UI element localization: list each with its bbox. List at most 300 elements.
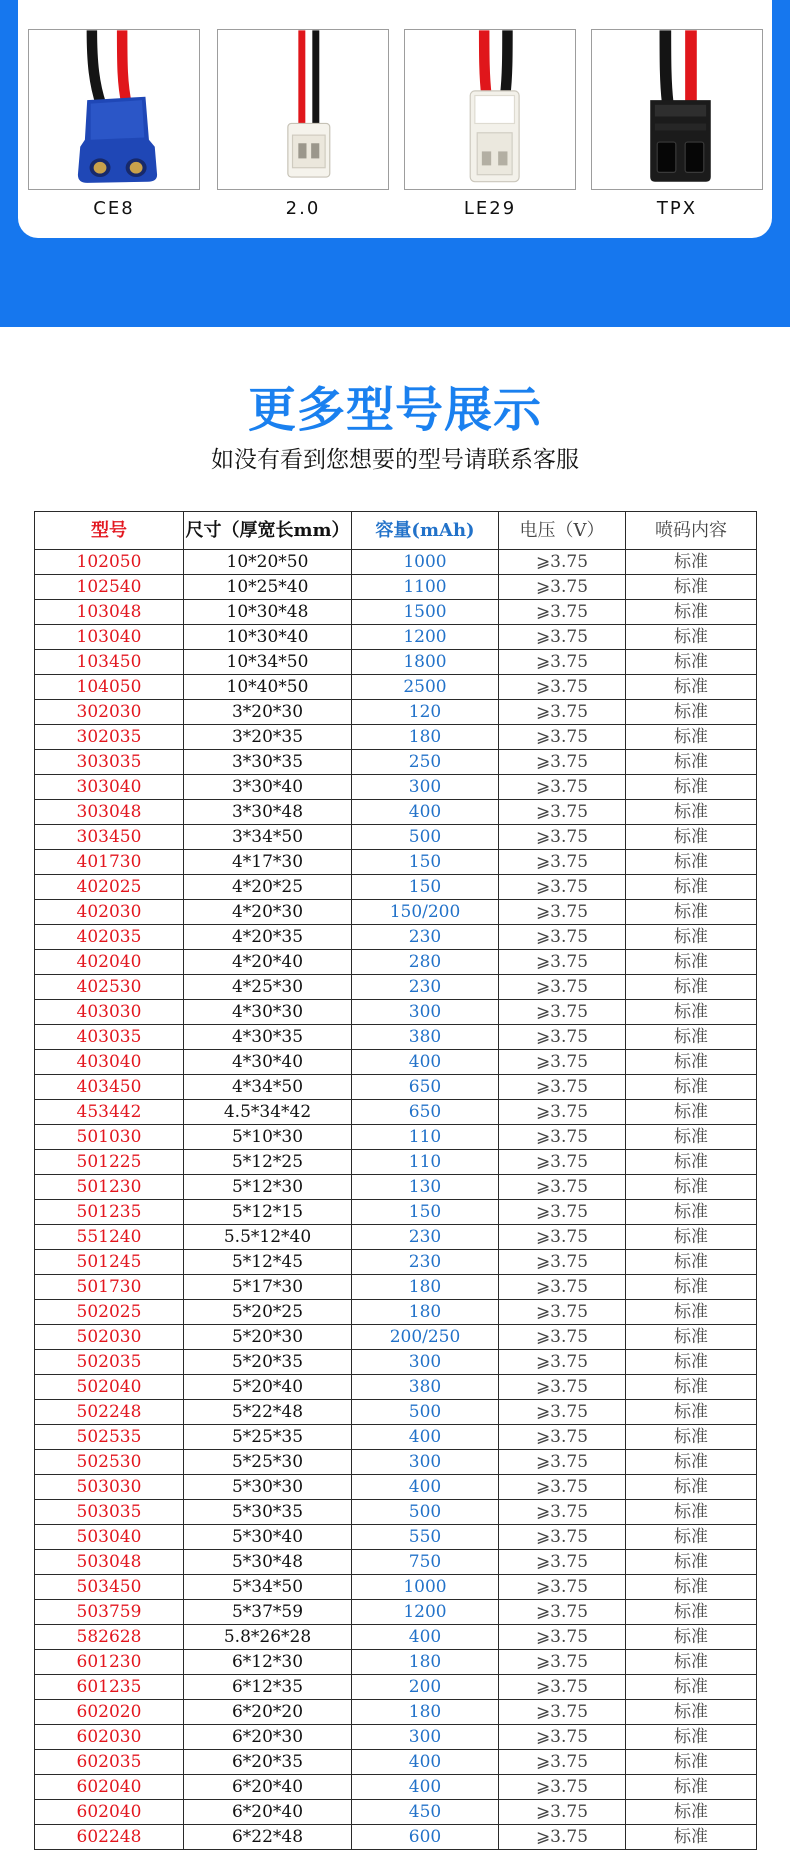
marking-cell: 标准 — [626, 950, 757, 975]
capacity-cell: 1200 — [352, 1600, 499, 1625]
marking-cell: 标准 — [626, 725, 757, 750]
table-row — [35, 1025, 757, 1050]
capacity-cell: 110 — [352, 1125, 499, 1150]
size-cell: 4*30*40 — [184, 1050, 352, 1075]
marking-cell: 标准 — [626, 575, 757, 600]
model-cell: 501230 — [35, 1175, 184, 1200]
table-header-row — [35, 512, 757, 550]
marking-cell: 标准 — [626, 600, 757, 625]
voltage-cell: ⩾3.75 — [499, 1125, 626, 1150]
table-row — [35, 1600, 757, 1625]
table-row — [35, 1050, 757, 1075]
capacity-cell: 150 — [352, 850, 499, 875]
table-row — [35, 1375, 757, 1400]
connector-box-tpx — [591, 29, 763, 190]
capacity-cell: 180 — [352, 1300, 499, 1325]
capacity-cell: 300 — [352, 1350, 499, 1375]
capacity-cell: 380 — [352, 1025, 499, 1050]
voltage-cell: ⩾3.75 — [499, 850, 626, 875]
model-cell: 502040 — [35, 1375, 184, 1400]
size-cell: 10*30*48 — [184, 600, 352, 625]
table-row — [35, 975, 757, 1000]
table-row — [35, 725, 757, 750]
marking-cell: 标准 — [626, 1000, 757, 1025]
marking-cell: 标准 — [626, 625, 757, 650]
table-row — [35, 1575, 757, 1600]
table-row — [35, 650, 757, 675]
model-cell: 501235 — [35, 1200, 184, 1225]
capacity-cell: 180 — [352, 1650, 499, 1675]
table-row — [35, 1225, 757, 1250]
marking-cell: 标准 — [626, 1300, 757, 1325]
marking-cell: 标准 — [626, 550, 757, 575]
table-row — [35, 1125, 757, 1150]
voltage-cell: ⩾3.75 — [499, 1650, 626, 1675]
header-size: 尺寸（厚宽长mm） — [184, 512, 352, 550]
capacity-cell: 120 — [352, 700, 499, 725]
table-row — [35, 1300, 757, 1325]
model-cell: 501225 — [35, 1150, 184, 1175]
marking-cell: 标准 — [626, 1350, 757, 1375]
size-cell: 4*20*40 — [184, 950, 352, 975]
size-cell: 5.8*26*28 — [184, 1625, 352, 1650]
table-row — [35, 1425, 757, 1450]
size-cell: 5*25*30 — [184, 1450, 352, 1475]
voltage-cell: ⩾3.75 — [499, 1550, 626, 1575]
marking-cell: 标准 — [626, 1700, 757, 1725]
capacity-cell: 130 — [352, 1175, 499, 1200]
voltage-cell: ⩾3.75 — [499, 1725, 626, 1750]
section-title: 更多型号展示 — [247, 382, 542, 438]
model-cell: 501730 — [35, 1275, 184, 1300]
table-row — [35, 700, 757, 725]
table-row — [35, 925, 757, 950]
capacity-cell: 650 — [352, 1075, 499, 1100]
model-cell: 502035 — [35, 1350, 184, 1375]
table-row — [35, 900, 757, 925]
capacity-cell: 180 — [352, 1275, 499, 1300]
model-cell: 403035 — [35, 1025, 184, 1050]
table-row — [35, 1200, 757, 1225]
capacity-cell: 450 — [352, 1800, 499, 1825]
connector-label: 2.0 — [285, 198, 321, 219]
capacity-cell: 1800 — [352, 650, 499, 675]
marking-cell: 标准 — [626, 1075, 757, 1100]
marking-cell: 标准 — [626, 900, 757, 925]
top-blue-banner — [0, 0, 790, 327]
voltage-cell: ⩾3.75 — [499, 1400, 626, 1425]
table-row — [35, 675, 757, 700]
model-cell: 503040 — [35, 1525, 184, 1550]
marking-cell: 标准 — [626, 1725, 757, 1750]
table-row — [35, 850, 757, 875]
marking-cell: 标准 — [626, 1475, 757, 1500]
model-cell: 551240 — [35, 1225, 184, 1250]
model-cell: 502530 — [35, 1450, 184, 1475]
capacity-cell: 600 — [352, 1825, 499, 1850]
model-cell: 502025 — [35, 1300, 184, 1325]
model-cell: 582628 — [35, 1625, 184, 1650]
marking-cell: 标准 — [626, 1425, 757, 1450]
size-cell: 5*30*48 — [184, 1550, 352, 1575]
table-row — [35, 1775, 757, 1800]
capacity-cell: 230 — [352, 1250, 499, 1275]
marking-cell: 标准 — [626, 1450, 757, 1475]
size-cell: 5*20*25 — [184, 1300, 352, 1325]
voltage-cell: ⩾3.75 — [499, 575, 626, 600]
voltage-cell: ⩾3.75 — [499, 875, 626, 900]
table-row — [35, 875, 757, 900]
marking-cell: 标准 — [626, 775, 757, 800]
capacity-cell: 400 — [352, 1625, 499, 1650]
voltage-cell: ⩾3.75 — [499, 1250, 626, 1275]
voltage-cell: ⩾3.75 — [499, 1825, 626, 1850]
capacity-cell: 650 — [352, 1100, 499, 1125]
voltage-cell: ⩾3.75 — [499, 1475, 626, 1500]
capacity-cell: 400 — [352, 800, 499, 825]
size-cell: 5*12*45 — [184, 1250, 352, 1275]
size-cell: 4*17*30 — [184, 850, 352, 875]
size-cell: 6*20*30 — [184, 1725, 352, 1750]
capacity-cell: 550 — [352, 1525, 499, 1550]
table-row — [35, 1075, 757, 1100]
capacity-cell: 1500 — [352, 600, 499, 625]
marking-cell: 标准 — [626, 800, 757, 825]
model-cell: 602040 — [35, 1800, 184, 1825]
table-row — [35, 950, 757, 975]
model-cell: 103048 — [35, 600, 184, 625]
capacity-cell: 110 — [352, 1150, 499, 1175]
marking-cell: 标准 — [626, 925, 757, 950]
model-cell: 601230 — [35, 1650, 184, 1675]
voltage-cell: ⩾3.75 — [499, 1575, 626, 1600]
size-cell: 5*12*30 — [184, 1175, 352, 1200]
header-model: 型号 — [35, 512, 184, 550]
voltage-cell: ⩾3.75 — [499, 550, 626, 575]
marking-cell: 标准 — [626, 1550, 757, 1575]
model-cell: 503759 — [35, 1600, 184, 1625]
model-cell: 402040 — [35, 950, 184, 975]
voltage-cell: ⩾3.75 — [499, 725, 626, 750]
size-cell: 5*37*59 — [184, 1600, 352, 1625]
marking-cell: 标准 — [626, 1525, 757, 1550]
marking-cell: 标准 — [626, 825, 757, 850]
table-row — [35, 1350, 757, 1375]
model-cell: 401730 — [35, 850, 184, 875]
table-row — [35, 825, 757, 850]
table-row — [35, 1650, 757, 1675]
voltage-cell: ⩾3.75 — [499, 900, 626, 925]
table-row — [35, 625, 757, 650]
red-wire — [484, 30, 486, 95]
marking-cell: 标准 — [626, 1050, 757, 1075]
size-cell: 5*25*35 — [184, 1425, 352, 1450]
marking-cell: 标准 — [626, 750, 757, 775]
voltage-cell: ⩾3.75 — [499, 1700, 626, 1725]
voltage-cell: ⩾3.75 — [499, 1225, 626, 1250]
section-subtitle: 如没有看到您想要的型号请联系客服 — [211, 447, 579, 473]
table-row — [35, 1725, 757, 1750]
size-cell: 5*20*40 — [184, 1375, 352, 1400]
model-cell: 402030 — [35, 900, 184, 925]
size-cell: 3*20*30 — [184, 700, 352, 725]
marking-cell: 标准 — [626, 1200, 757, 1225]
voltage-cell: ⩾3.75 — [499, 1450, 626, 1475]
capacity-cell: 150 — [352, 875, 499, 900]
model-cell: 502535 — [35, 1425, 184, 1450]
table-row — [35, 1450, 757, 1475]
capacity-cell: 150/200 — [352, 900, 499, 925]
capacity-cell: 1200 — [352, 625, 499, 650]
tpx-connector-icon — [592, 30, 762, 189]
ce8-connector-icon — [29, 30, 199, 189]
size-cell: 3*30*35 — [184, 750, 352, 775]
connector-box-2-0 — [217, 29, 389, 190]
marking-cell: 标准 — [626, 975, 757, 1000]
model-cell: 503030 — [35, 1475, 184, 1500]
model-cell: 102540 — [35, 575, 184, 600]
size-cell: 6*12*30 — [184, 1650, 352, 1675]
table-row — [35, 575, 757, 600]
table-row — [35, 1400, 757, 1425]
model-cell: 453442 — [35, 1100, 184, 1125]
marking-cell: 标准 — [626, 1150, 757, 1175]
size-cell: 5*22*48 — [184, 1400, 352, 1425]
model-cell: 503035 — [35, 1500, 184, 1525]
black-wire — [92, 30, 101, 105]
model-cell: 403040 — [35, 1050, 184, 1075]
size-cell: 10*34*50 — [184, 650, 352, 675]
model-cell: 302030 — [35, 700, 184, 725]
table-row — [35, 800, 757, 825]
table-row — [35, 1825, 757, 1850]
voltage-cell: ⩾3.75 — [499, 1000, 626, 1025]
voltage-cell: ⩾3.75 — [499, 1325, 626, 1350]
model-table-container — [34, 511, 757, 1850]
model-cell: 102050 — [35, 550, 184, 575]
model-cell: 303048 — [35, 800, 184, 825]
marking-cell: 标准 — [626, 1250, 757, 1275]
connector-box-le29 — [404, 29, 576, 190]
size-cell: 3*30*48 — [184, 800, 352, 825]
size-cell: 5*30*35 — [184, 1500, 352, 1525]
table-row — [35, 1525, 757, 1550]
table-row — [35, 550, 757, 575]
size-cell: 4*30*30 — [184, 1000, 352, 1025]
voltage-cell: ⩾3.75 — [499, 1175, 626, 1200]
size-cell: 6*12*35 — [184, 1675, 352, 1700]
table-row — [35, 1100, 757, 1125]
size-cell: 3*34*50 — [184, 825, 352, 850]
size-cell: 5*30*30 — [184, 1475, 352, 1500]
marking-cell: 标准 — [626, 1325, 757, 1350]
capacity-cell: 250 — [352, 750, 499, 775]
size-cell: 6*20*35 — [184, 1750, 352, 1775]
model-cell: 602248 — [35, 1825, 184, 1850]
table-row — [35, 1250, 757, 1275]
table-row — [35, 1275, 757, 1300]
model-cell: 602040 — [35, 1775, 184, 1800]
connector-label: TPX — [656, 198, 698, 219]
size-cell: 10*30*40 — [184, 625, 352, 650]
voltage-cell: ⩾3.75 — [499, 1100, 626, 1125]
model-cell: 402035 — [35, 925, 184, 950]
black-wire — [665, 30, 667, 102]
model-cell: 303450 — [35, 825, 184, 850]
capacity-cell: 280 — [352, 950, 499, 975]
voltage-cell: ⩾3.75 — [499, 1525, 626, 1550]
voltage-cell: ⩾3.75 — [499, 675, 626, 700]
table-row — [35, 1175, 757, 1200]
capacity-cell: 380 — [352, 1375, 499, 1400]
marking-cell: 标准 — [626, 1100, 757, 1125]
table-row — [35, 600, 757, 625]
marking-cell: 标准 — [626, 875, 757, 900]
table-row — [35, 1750, 757, 1775]
size-cell: 3*30*40 — [184, 775, 352, 800]
marking-cell: 标准 — [626, 1600, 757, 1625]
capacity-cell: 400 — [352, 1425, 499, 1450]
header-capacity: 容量(mAh) — [352, 512, 499, 550]
marking-cell: 标准 — [626, 1375, 757, 1400]
table-row — [35, 1550, 757, 1575]
voltage-cell: ⩾3.75 — [499, 775, 626, 800]
table-row — [35, 1000, 757, 1025]
table-row — [35, 1150, 757, 1175]
model-cell: 502030 — [35, 1325, 184, 1350]
table-row — [35, 1700, 757, 1725]
size-cell: 4*34*50 — [184, 1075, 352, 1100]
model-cell: 501245 — [35, 1250, 184, 1275]
size-cell: 5*20*30 — [184, 1325, 352, 1350]
size-cell: 10*40*50 — [184, 675, 352, 700]
size-cell: 4*20*35 — [184, 925, 352, 950]
voltage-cell: ⩾3.75 — [499, 600, 626, 625]
size-cell: 5*34*50 — [184, 1575, 352, 1600]
black-wire — [505, 30, 507, 95]
model-cell: 302035 — [35, 725, 184, 750]
size-cell: 4*20*25 — [184, 875, 352, 900]
capacity-cell: 200 — [352, 1675, 499, 1700]
capacity-cell: 300 — [352, 1450, 499, 1475]
capacity-cell: 400 — [352, 1750, 499, 1775]
header-marking: 喷码内容 — [626, 512, 757, 550]
capacity-cell: 400 — [352, 1475, 499, 1500]
connector-label: LE29 — [463, 198, 517, 219]
capacity-cell: 200/250 — [352, 1325, 499, 1350]
capacity-cell: 300 — [352, 1000, 499, 1025]
model-cell: 502248 — [35, 1400, 184, 1425]
voltage-cell: ⩾3.75 — [499, 950, 626, 975]
voltage-cell: ⩾3.75 — [499, 1350, 626, 1375]
voltage-cell: ⩾3.75 — [499, 1375, 626, 1400]
voltage-cell: ⩾3.75 — [499, 1750, 626, 1775]
size-cell: 4*30*35 — [184, 1025, 352, 1050]
table-row — [35, 1325, 757, 1350]
size-cell: 6*20*40 — [184, 1800, 352, 1825]
capacity-cell: 500 — [352, 825, 499, 850]
capacity-cell: 180 — [352, 1700, 499, 1725]
marking-cell: 标准 — [626, 1225, 757, 1250]
voltage-cell: ⩾3.75 — [499, 625, 626, 650]
size-cell: 3*20*35 — [184, 725, 352, 750]
size-cell: 6*20*20 — [184, 1700, 352, 1725]
size-cell: 10*25*40 — [184, 575, 352, 600]
capacity-cell: 150 — [352, 1200, 499, 1225]
red-wire — [122, 30, 127, 105]
marking-cell: 标准 — [626, 700, 757, 725]
voltage-cell: ⩾3.75 — [499, 750, 626, 775]
le29-connector-icon — [405, 30, 575, 189]
size-cell: 5*30*40 — [184, 1525, 352, 1550]
capacity-cell: 180 — [352, 725, 499, 750]
voltage-cell: ⩾3.75 — [499, 825, 626, 850]
voltage-cell: ⩾3.75 — [499, 1275, 626, 1300]
model-cell: 103040 — [35, 625, 184, 650]
capacity-cell: 1100 — [352, 575, 499, 600]
marking-cell: 标准 — [626, 1650, 757, 1675]
voltage-cell: ⩾3.75 — [499, 1050, 626, 1075]
model-cell: 103450 — [35, 650, 184, 675]
marking-cell: 标准 — [626, 1800, 757, 1825]
voltage-cell: ⩾3.75 — [499, 1500, 626, 1525]
capacity-cell: 300 — [352, 775, 499, 800]
capacity-cell: 1000 — [352, 1575, 499, 1600]
voltage-cell: ⩾3.75 — [499, 975, 626, 1000]
model-cell: 602030 — [35, 1725, 184, 1750]
model-table-body — [35, 550, 757, 1850]
size-cell: 6*20*40 — [184, 1775, 352, 1800]
size-cell: 5*17*30 — [184, 1275, 352, 1300]
voltage-cell: ⩾3.75 — [499, 925, 626, 950]
model-cell: 601235 — [35, 1675, 184, 1700]
marking-cell: 标准 — [626, 1750, 757, 1775]
model-cell: 503048 — [35, 1550, 184, 1575]
model-cell: 503450 — [35, 1575, 184, 1600]
voltage-cell: ⩾3.75 — [499, 1775, 626, 1800]
voltage-cell: ⩾3.75 — [499, 650, 626, 675]
marking-cell: 标准 — [626, 1400, 757, 1425]
capacity-cell: 500 — [352, 1500, 499, 1525]
marking-cell: 标准 — [626, 1575, 757, 1600]
capacity-cell: 400 — [352, 1050, 499, 1075]
model-cell: 402025 — [35, 875, 184, 900]
voltage-cell: ⩾3.75 — [499, 1425, 626, 1450]
marking-cell: 标准 — [626, 1275, 757, 1300]
model-cell: 602035 — [35, 1750, 184, 1775]
model-cell: 602020 — [35, 1700, 184, 1725]
model-cell: 501030 — [35, 1125, 184, 1150]
voltage-cell: ⩾3.75 — [499, 1300, 626, 1325]
size-cell: 6*22*48 — [184, 1825, 352, 1850]
jst-2-0-connector-icon — [218, 30, 388, 189]
marking-cell: 标准 — [626, 1500, 757, 1525]
capacity-cell: 1000 — [352, 550, 499, 575]
size-cell: 4*25*30 — [184, 975, 352, 1000]
size-cell: 10*20*50 — [184, 550, 352, 575]
model-cell: 403030 — [35, 1000, 184, 1025]
table-row — [35, 750, 757, 775]
size-cell: 4.5*34*42 — [184, 1100, 352, 1125]
table-row — [35, 1500, 757, 1525]
voltage-cell: ⩾3.75 — [499, 800, 626, 825]
size-cell: 5*12*25 — [184, 1150, 352, 1175]
header-voltage: 电压（V） — [499, 512, 626, 550]
capacity-cell: 400 — [352, 1775, 499, 1800]
capacity-cell: 230 — [352, 925, 499, 950]
marking-cell: 标准 — [626, 1775, 757, 1800]
marking-cell: 标准 — [626, 1675, 757, 1700]
